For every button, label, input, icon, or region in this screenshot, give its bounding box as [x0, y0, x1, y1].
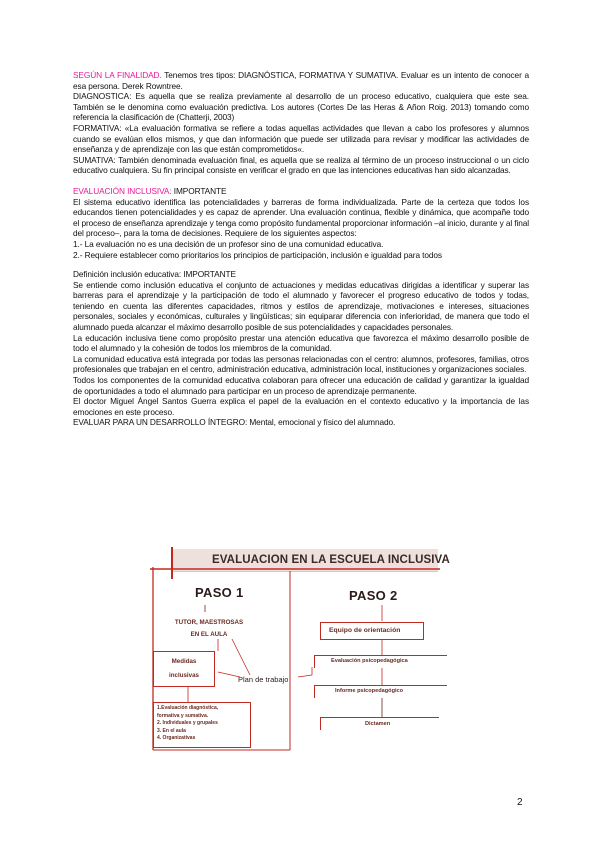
aspects-list-item: 3. En el aula [157, 727, 186, 734]
medidas-line-2: inclusivas [169, 672, 199, 679]
equipo-box [320, 622, 424, 640]
heading-segun-finalidad: SEGÚN LA FINALIDAD. [73, 70, 162, 80]
importante-tag: IMPORTANTE [171, 185, 227, 196]
paso-1-label: PASO 1 [195, 585, 244, 600]
aspects-list [157, 705, 218, 743]
paragraph-educacion-inclusiva: La educación inclusiva tiene como propósito prestar una atención educativa que favorezca el máximo desarrollo posible de todo el alumnado y la cohesión de todos los miembros de la comunidad. [73, 332, 529, 354]
heading-definicion-inclusion: Definición inclusión educativa: IMPORTANTE [73, 269, 236, 280]
dictamen-box [320, 717, 439, 730]
aspects-box [153, 702, 251, 748]
informe-box [314, 685, 447, 698]
tutor-label [164, 617, 254, 641]
paragraph-formativa: FORMATIVA: «La evaluación formativa se refiere a todas aquellas actividades que llevan a cabo los profesores y alumnos cuando se evalúan ellos mismos, y que dan información que puede ser utilizada para revisar y modificar las actividades de enseñanza y de aprendizaje con las que están comprometidos«. [73, 122, 529, 155]
dictamen-label: Dictamen [365, 721, 391, 727]
aspects-list-item: 2. Individuales y grupales [157, 720, 218, 727]
list-item-1: 1.- La evaluación no es una decisión de un profesor sino de una comunidad educativa. [73, 238, 384, 249]
list-item-2: 2.- Requiere establecer como prioritarios los principios de participación, inclusión e igualdad para todos [73, 249, 442, 260]
evaluacion-psico-box [314, 655, 447, 668]
medidas-label [156, 655, 212, 683]
paragraph-sumativa: SUMATIVA: También denominada evaluación final, es aquella que se realiza al término de un proceso instruccional o un ciclo educativo cualquiera. Su fin principal consiste en verificar el grado en que las intenciones educativas han sido alcanzadas. [73, 154, 529, 176]
aspects-list-item: 4. Organizativas [157, 735, 196, 742]
informe-label: Informe psicopedagógico [335, 688, 404, 694]
medidas-box [153, 651, 215, 687]
paso-2-label: PASO 2 [349, 588, 398, 603]
equipo-label: Equipo de orientación [329, 627, 401, 634]
aspects-list-item: formativa y sumativa. [157, 712, 209, 719]
diagram-title: EVALUACION EN LA ESCUELA INCLUSIVA [212, 554, 450, 566]
paragraph-segun-finalidad-text: Tenemos tres tipos: DIAGNÓSTICA, FORMATIVA Y SUMATIVA. Evaluar es un intento de conocer a esa persona. Derek Rowntree. [73, 70, 529, 91]
paragraph-evaluar-desarrollo: EVALUAR PARA UN DESARROLLO ÍNTEGRO: Mental, emocional y físico del alumnado. [73, 417, 396, 428]
paragraph-sistema-educativo: El sistema educativo identifica las potencialidades y barreras de forma individualizada. Parte de la certeza que todos los educandos tienen potencialidades y es capaz de aprender. Una evaluación continua, flexible y dinámica, que acompañe todo el proceso de enseñanza aprendizaje y tenga como propósito fundamental proporcionar información –al inicio, durante y al final del proceso–, para la toma de decisiones. Requiere de los siguientes aspectos: [73, 196, 530, 239]
paragraph-comunidad-educativa: La comunidad educativa está integrada por todas las personas relacionadas con el centro: alumnos, profesores, familias, otros profesionales que trabajan en el centro, administración educativa, administración local, instituciones y organizaciones sociales. [73, 353, 529, 375]
paragraph-diagnostica: DIAGNOSTICA: Es aquella que se realiza previamente al desarrollo de un proceso educativo, cualquiera que este sea. También se le denomina como evaluación predictiva. Los autores (Cortes De las Heras & Añon Roig. 2013) tomando como referencia la clasificación de (Chatterji, 2003) [73, 91, 529, 123]
paragraph-componentes: Todos los componentes de la comunidad educativa colaboran para ofrecer una educación de calidad y garantizar la igualdad de oportunidades a todo el alumnado para participar en un proceso de aprendizaje permanente. [73, 375, 529, 396]
evaluacion-psico-label: Evaluación psicopedagógica [331, 658, 408, 664]
document-body [73, 70, 529, 428]
heading-evaluacion-inclusiva: EVALUACIÓN INCLUSIVA: [73, 185, 172, 196]
tutor-line-2: EN EL AULA [190, 631, 228, 638]
heading-evaluacion-inclusiva-line [73, 186, 529, 197]
plan-de-trabajo-label: Plan de trabajo [238, 675, 289, 684]
paragraph-inclusion-educativa: Se entiende como inclusión educativa el conjunto de actuaciones y medidas educativas dirigidas a identificar y superar las barreras para el aprendizaje y la participación de todo el alumnado y favorecer el progreso educativo de todos y todas, teniendo en cuenta las diferentes capacidades, ritmos y estilos de aprendizaje, motivaciones e intereses, situaciones personales, sociales y económicas, culturales y lingüísticas; sin equiparar diferencia con inferioridad, de manera que todo el alumnado pueda alcanzar el máximo desarrollo posible de sus potencialidades y capacidades personales. [73, 279, 529, 333]
aspects-list-item: 1.Evaluación diagnóstica, [157, 705, 219, 711]
paragraph-segun-finalidad [73, 70, 529, 91]
page-number: 2 [517, 797, 523, 808]
evaluation-diagram [150, 547, 450, 750]
medidas-line-1: Medidas [171, 658, 197, 665]
paragraph-santos-guerra: El doctor Miguel Ángel Santos Guerra explica el papel de la evaluación en el contexto educativo y la importancia de las emociones en este proceso. [73, 396, 529, 417]
tutor-line-1: TUTOR, MAESTROSAS [174, 619, 244, 626]
